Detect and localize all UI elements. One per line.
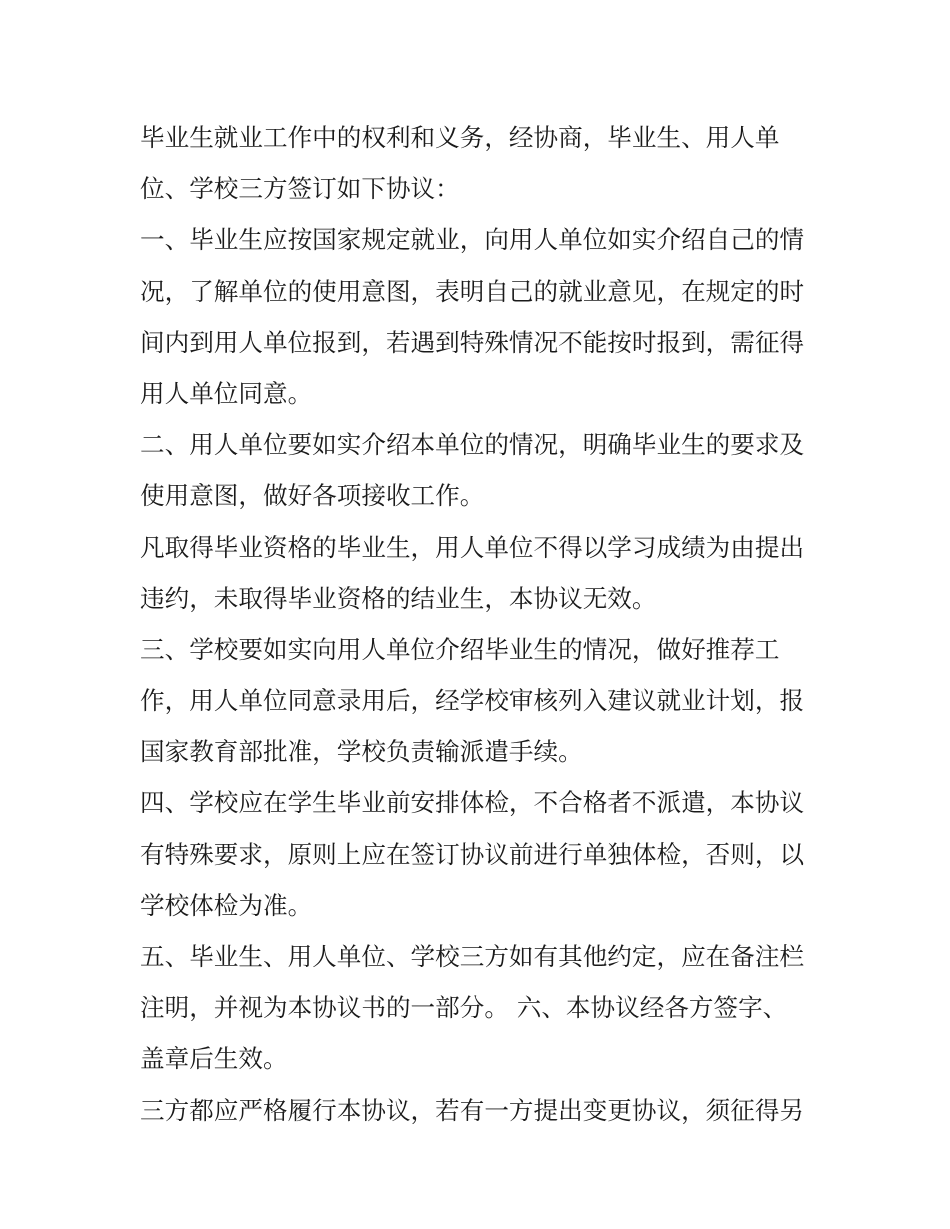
text-line: 使用意图，做好各项接收工作。 xyxy=(140,481,485,511)
text-line: 况，了解单位的使用意图，表明自己的就业意见，在规定的时 xyxy=(140,276,805,306)
text-line: 三方都应严格履行本协议，若有一方提出变更协议，须征得另 xyxy=(140,1095,805,1125)
text-line: 一、毕业生应按国家规定就业，向用人单位如实介绍自己的情 xyxy=(140,225,805,255)
text-line: 违约，未取得毕业资格的结业生，本协议无效。 xyxy=(140,583,657,613)
text-line: 用人单位同意。 xyxy=(140,378,313,408)
text-line: 国家教育部批准，学校负责输派遣手续。 xyxy=(140,737,583,767)
text-line: 凡取得毕业资格的毕业生，用人单位不得以学习成绩为由提出 xyxy=(140,532,805,562)
text-line: 作，用人单位同意录用后，经学校审核列入建议就业计划，报 xyxy=(140,686,805,716)
text-line: 二、用人单位要如实介绍本单位的情况，明确毕业生的要求及 xyxy=(140,430,805,460)
text-line: 有特殊要求，原则上应在签订协议前进行单独体检，否则，以 xyxy=(140,839,805,869)
text-line: 间内到用人单位报到，若遇到特殊情况不能按时报到，需征得 xyxy=(140,327,805,357)
text-line: 位、学校三方签订如下协议： xyxy=(140,174,460,204)
document-body xyxy=(140,112,820,1136)
text-line: 注明，并视为本协议书的一部分。 六、本协议经各方签字、 xyxy=(140,993,788,1023)
text-line: 学校体检为准。 xyxy=(140,890,313,920)
text-line: 四、学校应在学生毕业前安排体检，不合格者不派遣，本协议 xyxy=(140,788,805,818)
text-line: 三、学校要如实向用人单位介绍毕业生的情况，做好推荐工 xyxy=(140,634,780,664)
text-line: 毕业生就业工作中的权利和义务，经协商，毕业生、用人单 xyxy=(140,123,780,152)
text-line: 盖章后生效。 xyxy=(140,1044,288,1074)
text-line: 五、毕业生、用人单位、学校三方如有其他约定，应在备注栏 xyxy=(140,942,805,971)
